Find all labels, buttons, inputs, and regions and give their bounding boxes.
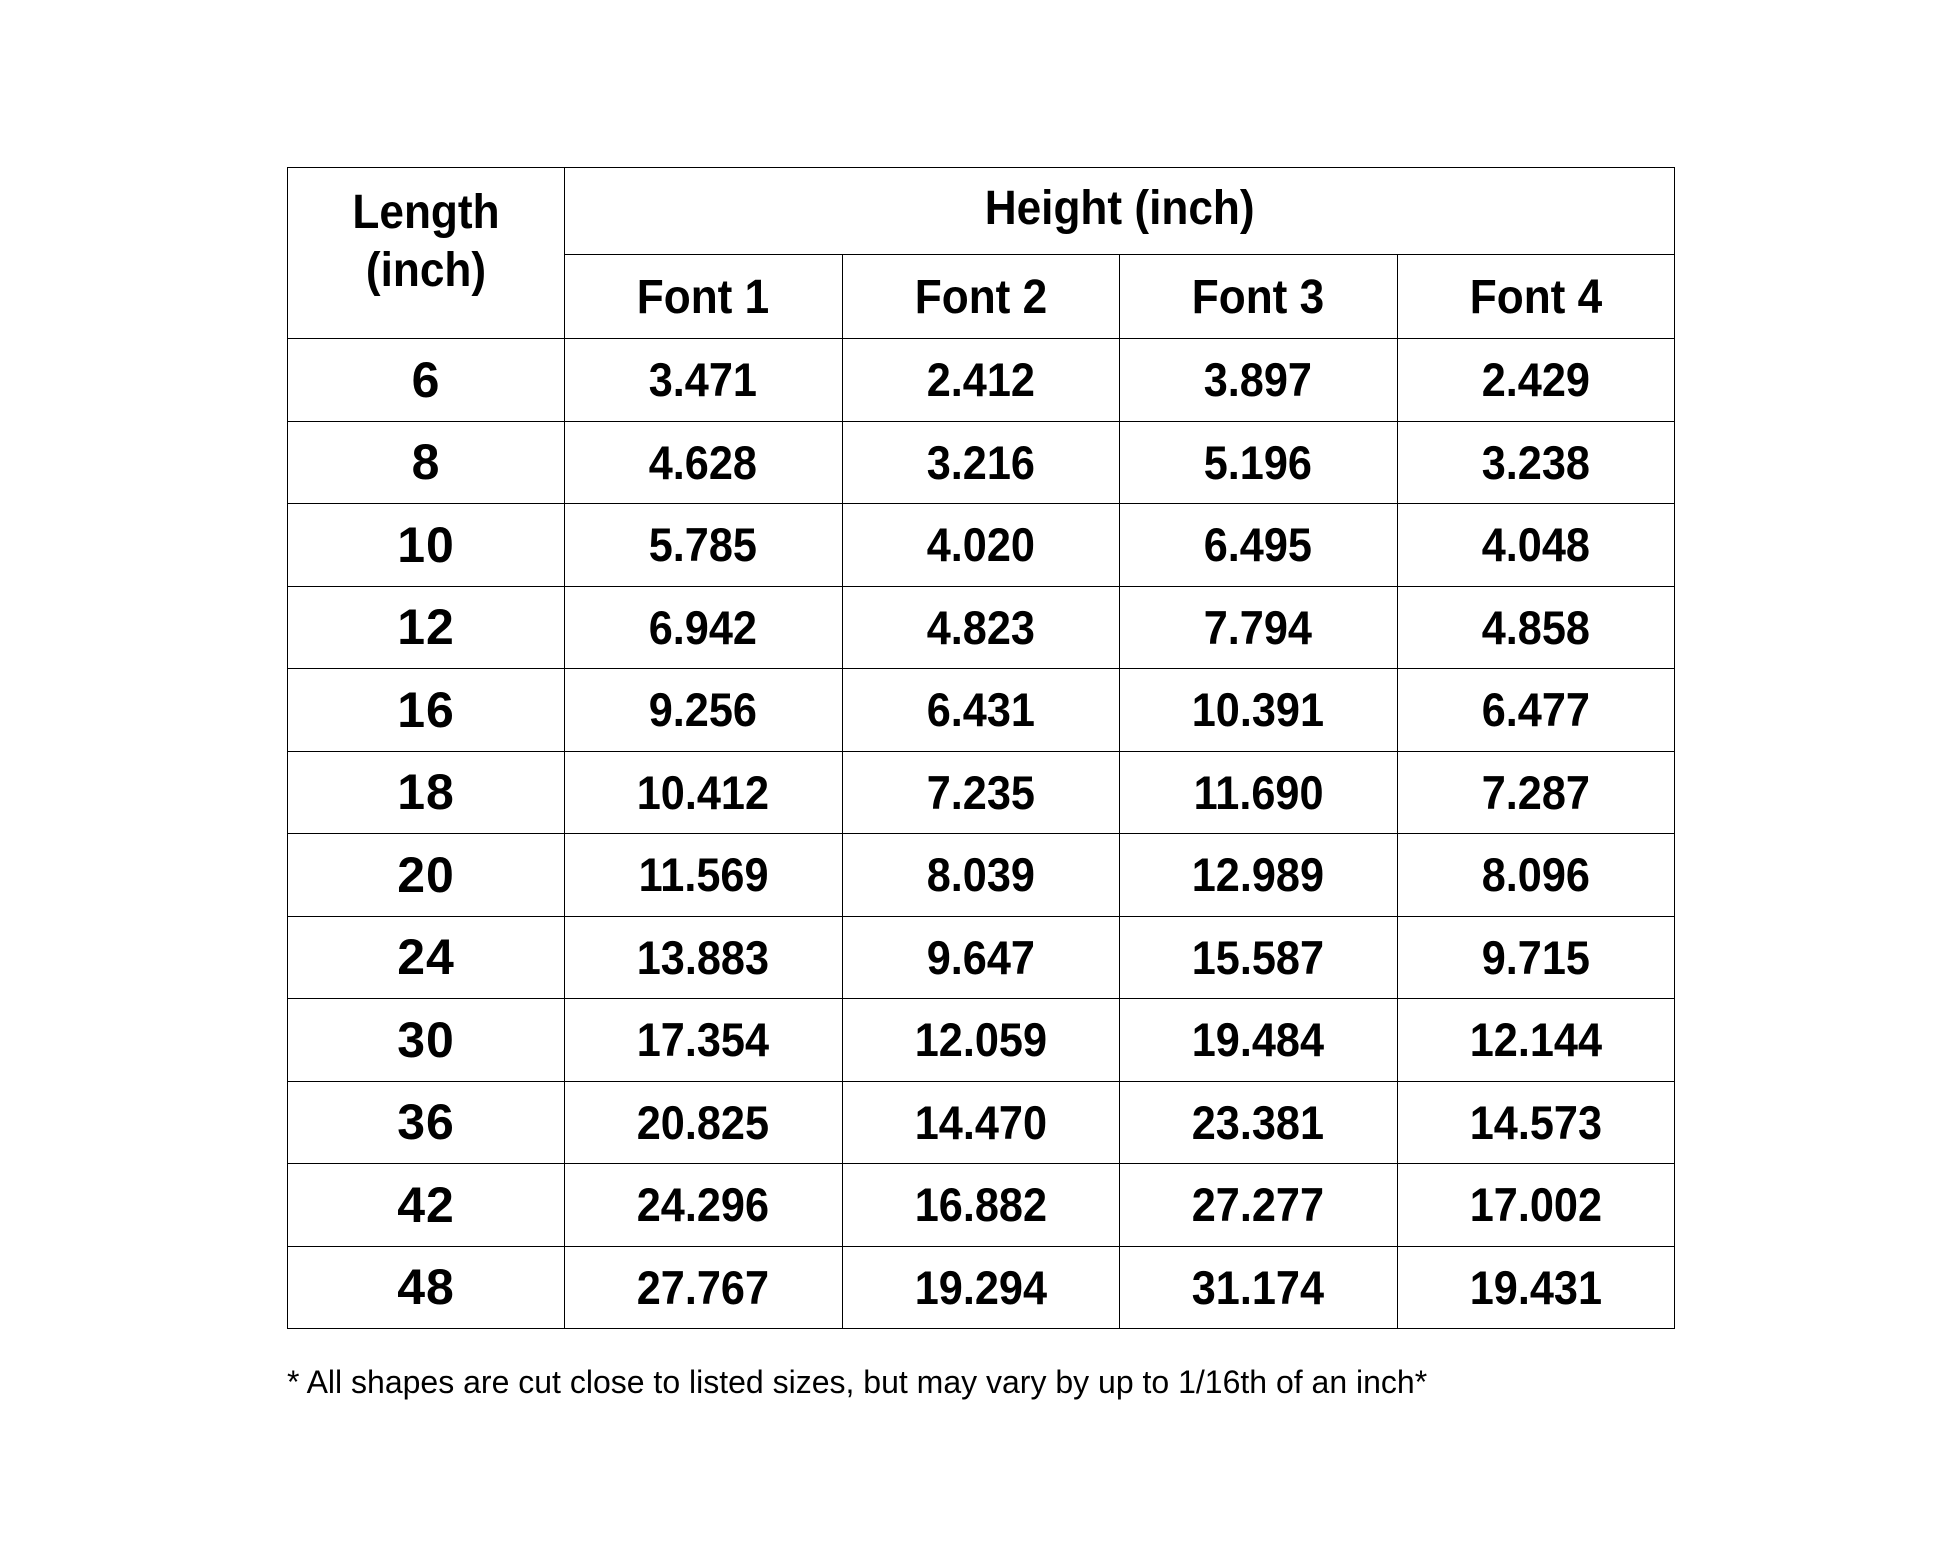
font-4-height-cell: 3.238 xyxy=(1397,421,1675,504)
table-row xyxy=(288,586,1675,669)
font-4-height-cell: 6.477 xyxy=(1397,669,1675,752)
font-2-height-cell: 8.039 xyxy=(842,834,1120,917)
font-4-height-cell: 7.287 xyxy=(1397,751,1675,834)
font-3-height-cell: 12.989 xyxy=(1120,834,1398,917)
length-cell: 30 xyxy=(288,999,565,1082)
length-cell: 6 xyxy=(288,339,565,422)
font-3-height-cell: 5.196 xyxy=(1120,421,1398,504)
table-row xyxy=(288,1246,1675,1329)
font-2-height-cell: 9.647 xyxy=(842,916,1120,999)
font-4-height-cell: 9.715 xyxy=(1397,916,1675,999)
table-row xyxy=(288,834,1675,917)
table-body xyxy=(288,339,1675,1329)
length-cell: 36 xyxy=(288,1081,565,1164)
font-1-height-cell: 4.628 xyxy=(565,421,843,504)
font-3-height-cell: 27.277 xyxy=(1120,1164,1398,1247)
length-header xyxy=(288,168,565,339)
table-row xyxy=(288,339,1675,422)
font-1-height-cell: 6.942 xyxy=(565,586,843,669)
header-row-top xyxy=(288,168,1675,255)
table-row xyxy=(288,916,1675,999)
font-3-height-cell: 23.381 xyxy=(1120,1081,1398,1164)
font-4-height-cell: 2.429 xyxy=(1397,339,1675,422)
font-3-header: Font 3 xyxy=(1120,254,1398,339)
font-1-height-cell: 3.471 xyxy=(565,339,843,422)
table-row xyxy=(288,504,1675,587)
font-2-height-cell: 14.470 xyxy=(842,1081,1120,1164)
footnote: * All shapes are cut close to listed sizes, but may vary by up to 1/16th of an inch* xyxy=(287,1364,1428,1400)
font-4-height-cell: 17.002 xyxy=(1397,1164,1675,1247)
font-2-height-cell: 2.412 xyxy=(842,339,1120,422)
length-cell: 42 xyxy=(288,1164,565,1247)
table-row xyxy=(288,1081,1675,1164)
length-cell: 48 xyxy=(288,1246,565,1329)
font-1-height-cell: 24.296 xyxy=(565,1164,843,1247)
font-1-header: Font 1 xyxy=(565,254,843,339)
font-4-height-cell: 8.096 xyxy=(1397,834,1675,917)
font-3-height-cell: 11.690 xyxy=(1120,751,1398,834)
font-3-height-cell: 10.391 xyxy=(1120,669,1398,752)
font-2-height-cell: 4.823 xyxy=(842,586,1120,669)
font-1-height-cell: 11.569 xyxy=(565,834,843,917)
length-cell: 12 xyxy=(288,586,565,669)
font-4-height-cell: 19.431 xyxy=(1397,1246,1675,1329)
font-3-height-cell: 6.495 xyxy=(1120,504,1398,587)
font-3-height-cell: 15.587 xyxy=(1120,916,1398,999)
font-2-height-cell: 19.294 xyxy=(842,1246,1120,1329)
font-3-height-cell: 7.794 xyxy=(1120,586,1398,669)
font-1-height-cell: 10.412 xyxy=(565,751,843,834)
font-4-height-cell: 12.144 xyxy=(1397,999,1675,1082)
font-1-height-cell: 9.256 xyxy=(565,669,843,752)
table-row xyxy=(288,669,1675,752)
length-header-label: Length (inch) xyxy=(352,186,500,297)
font-4-header: Font 4 xyxy=(1397,254,1675,339)
length-cell: 16 xyxy=(288,669,565,752)
font-2-header: Font 2 xyxy=(842,254,1120,339)
table-row xyxy=(288,751,1675,834)
font-1-height-cell: 5.785 xyxy=(565,504,843,587)
height-header-label: Height (inch) xyxy=(984,182,1255,236)
font-2-height-cell: 3.216 xyxy=(842,421,1120,504)
font-3-height-cell: 31.174 xyxy=(1120,1246,1398,1329)
font-4-height-cell: 4.858 xyxy=(1397,586,1675,669)
height-header xyxy=(565,168,1675,255)
table-row xyxy=(288,999,1675,1082)
length-cell: 8 xyxy=(288,421,565,504)
table-row xyxy=(288,1164,1675,1247)
font-3-height-cell: 19.484 xyxy=(1120,999,1398,1082)
font-2-height-cell: 6.431 xyxy=(842,669,1120,752)
font-2-height-cell: 7.235 xyxy=(842,751,1120,834)
font-4-height-cell: 14.573 xyxy=(1397,1081,1675,1164)
table-row xyxy=(288,421,1675,504)
length-cell: 20 xyxy=(288,834,565,917)
font-1-height-cell: 17.354 xyxy=(565,999,843,1082)
length-cell: 24 xyxy=(288,916,565,999)
font-1-height-cell: 20.825 xyxy=(565,1081,843,1164)
font-1-height-cell: 13.883 xyxy=(565,916,843,999)
font-2-height-cell: 12.059 xyxy=(842,999,1120,1082)
font-4-height-cell: 4.048 xyxy=(1397,504,1675,587)
font-3-height-cell: 3.897 xyxy=(1120,339,1398,422)
table-header xyxy=(288,168,1675,339)
size-chart-table xyxy=(287,167,1675,1329)
length-cell: 18 xyxy=(288,751,565,834)
font-1-height-cell: 27.767 xyxy=(565,1246,843,1329)
length-cell: 10 xyxy=(288,504,565,587)
font-2-height-cell: 4.020 xyxy=(842,504,1120,587)
font-2-height-cell: 16.882 xyxy=(842,1164,1120,1247)
